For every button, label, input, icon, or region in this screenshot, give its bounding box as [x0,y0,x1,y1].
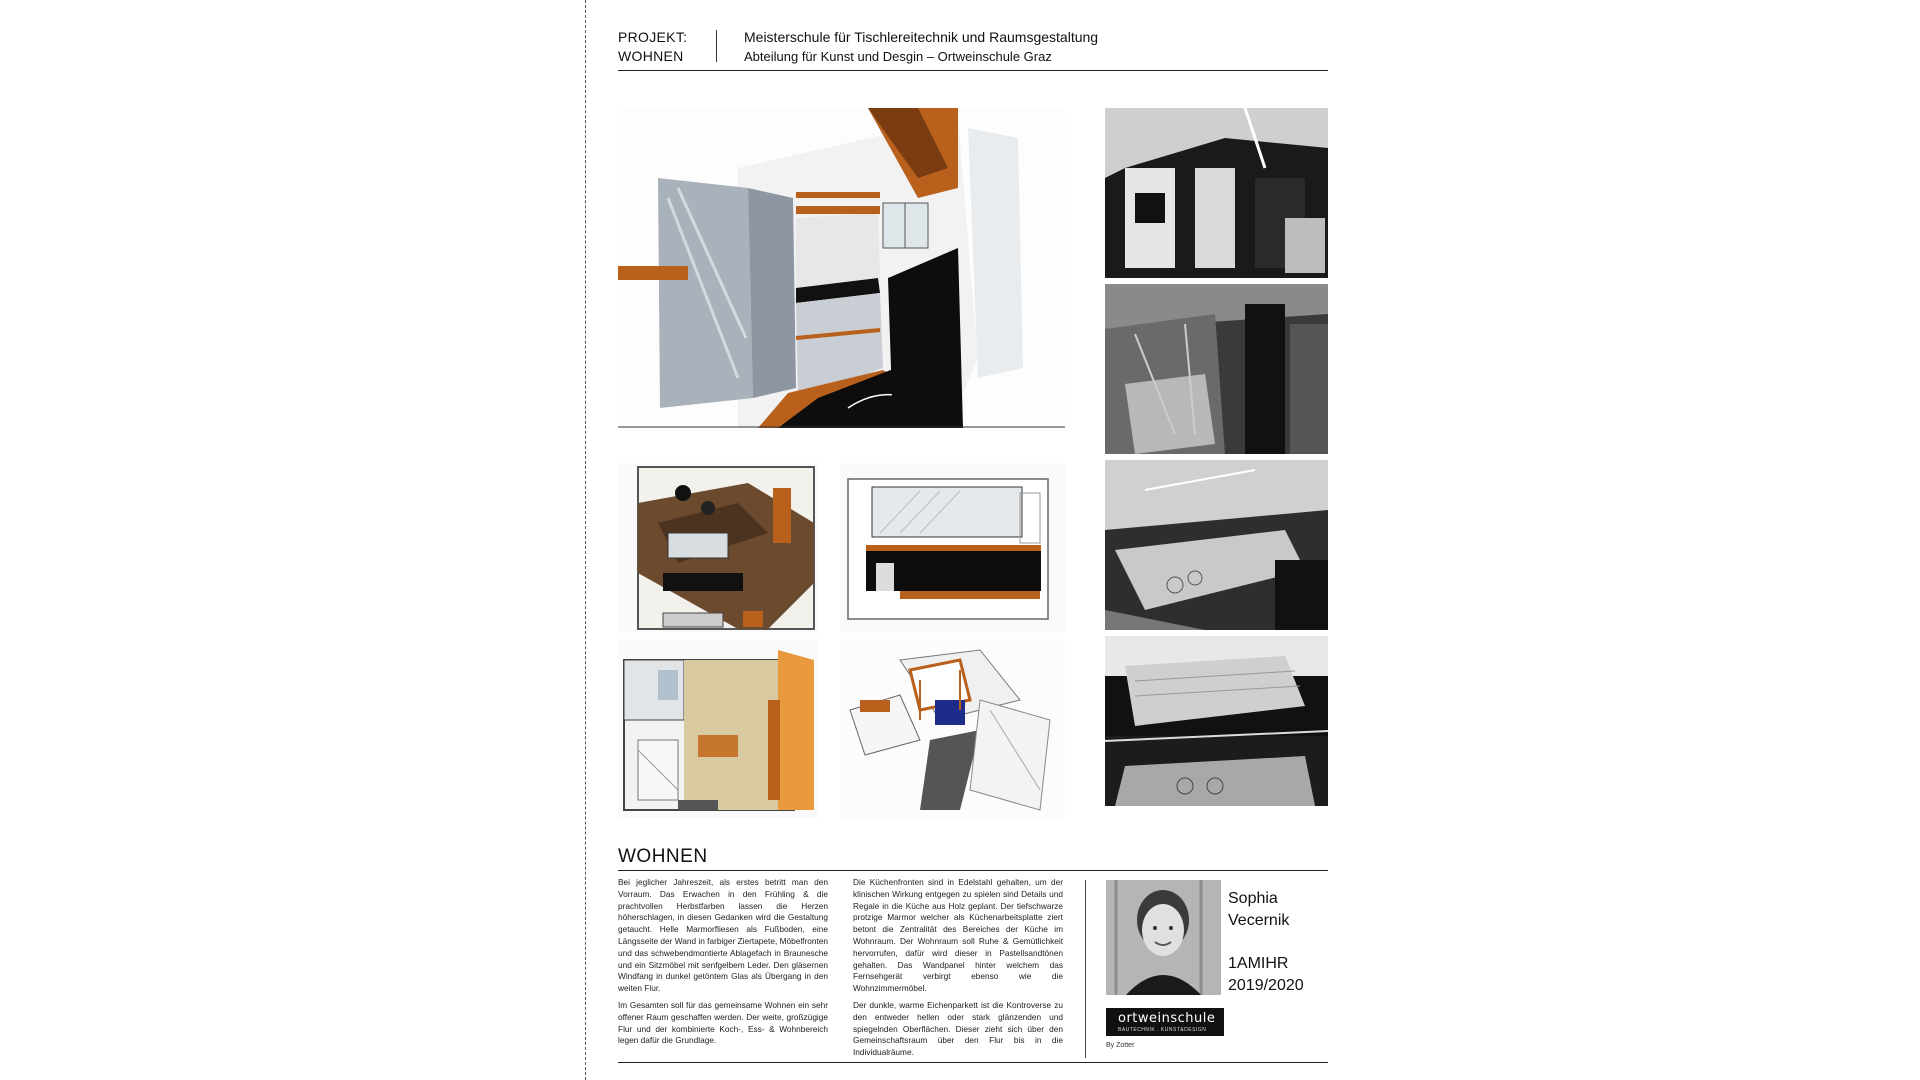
class-code: 1AMIHR [1228,955,1289,972]
render-living-area [1105,636,1328,806]
column-separator [1085,880,1086,1058]
description-paragraph: Bei jeglicher Jahreszeit, als erstes betritt man den Vorraum. Das Erwachen in den Frühling & die prachtvollen Herbstfarben lassen die Herzen höherschlagen, in diesen Gedanken wird die Gestaltung getaucht. Helle Marmorfliesen als Fußboden, eine Längsseite der Wand in farbiger Ziertapete, Möbelfronten und das schwebendmontierte Ablagefach in Braunesche und ein Sitzmöbel mit senfgelbem Leder. Den gläsernen Windfang in dunkel getöntem Glas als Übergang in den weiten Flur. [618,877,828,994]
byline: By Zotter [1106,1042,1135,1049]
page-margin-dashed-line [585,0,586,1080]
author-class-info [1228,953,1304,997]
elevation-kitchen-wall [840,463,1065,633]
author-first-name: Sophia [1228,890,1278,907]
footer-rule [618,1062,1328,1063]
ortweinschule-logo [1106,1008,1224,1036]
section-title: WOHNEN [618,846,708,867]
description-paragraph: Die Küchenfronten sind in Edelstahl gehalten, um der klinischen Wirkung entgegen zu spielen sind Details und Regale in die Küche aus Holz geplant. Der tiefschwarze protzige Marmor welcher als Küchenarbeitsplatte ziert betont die Zentralität des Bereiches der Küche im Wohnraum. Der Wohnraum soll Ruhe & Gemütlichkeit hervorrufen, dafür wird dieser in Pastellsandtönen gehalten. Das Wandpanel hinter welchem das Fernsehgerät verbirgt ebenso wie die Wohnzimmermöbel. [853,877,1063,994]
project-sheet [618,0,1328,1080]
project-label-text: PROJEKT: [618,29,688,45]
author-name [1228,888,1289,932]
author-portrait [1106,880,1221,995]
floorplan-kitchen-dining [618,463,818,633]
school-info [744,28,1098,66]
render-kitchen-island [1105,460,1328,630]
logo-tagline: BAUTECHNIK . KUNST&DESIGN [1118,1027,1207,1033]
logo-name: ortweinschule [1118,1011,1216,1026]
department-line: Abteilung für Kunst und Desgin – Ortweinschule Graz [744,49,1052,64]
kitchen-perspective-sketch [618,108,1065,428]
render-hall-perspective [1105,284,1328,454]
project-name-text: WOHNEN [618,48,684,64]
axonometric-view [840,640,1065,818]
description-column-2 [853,877,1063,1064]
description-paragraph: Im Gesamten soll für das gemeinsame Wohnen ein sehr offener Raum geschaffen werden. Der weite, großzügige Flur und der kombinierte Koch-, Ess- & Wohnbereich legen dafür die Grundlage. [618,999,828,1046]
project-label [618,28,687,66]
description-column-1 [618,877,828,1052]
render-topview-plan [1105,108,1328,278]
school-line: Meisterschule für Tischlereitechnik und Raumsgestaltung [744,29,1099,45]
section-rule [618,870,1328,871]
author-last-name: Vecernik [1228,912,1290,929]
header-separator [716,30,717,62]
floorplan-entrance-hall [618,640,818,818]
header-rule [618,70,1328,71]
description-paragraph: Der dunkle, warme Eichenparkett ist die Kontroverse zu den entweder hellen oder stark glänzenden und spiegelnden Oberflächen. Dieser zieht sich über den Gemeinschaftsraum über den Flur bis in die Individualräume. [853,999,1063,1058]
school-year: 2019/2020 [1228,977,1304,994]
